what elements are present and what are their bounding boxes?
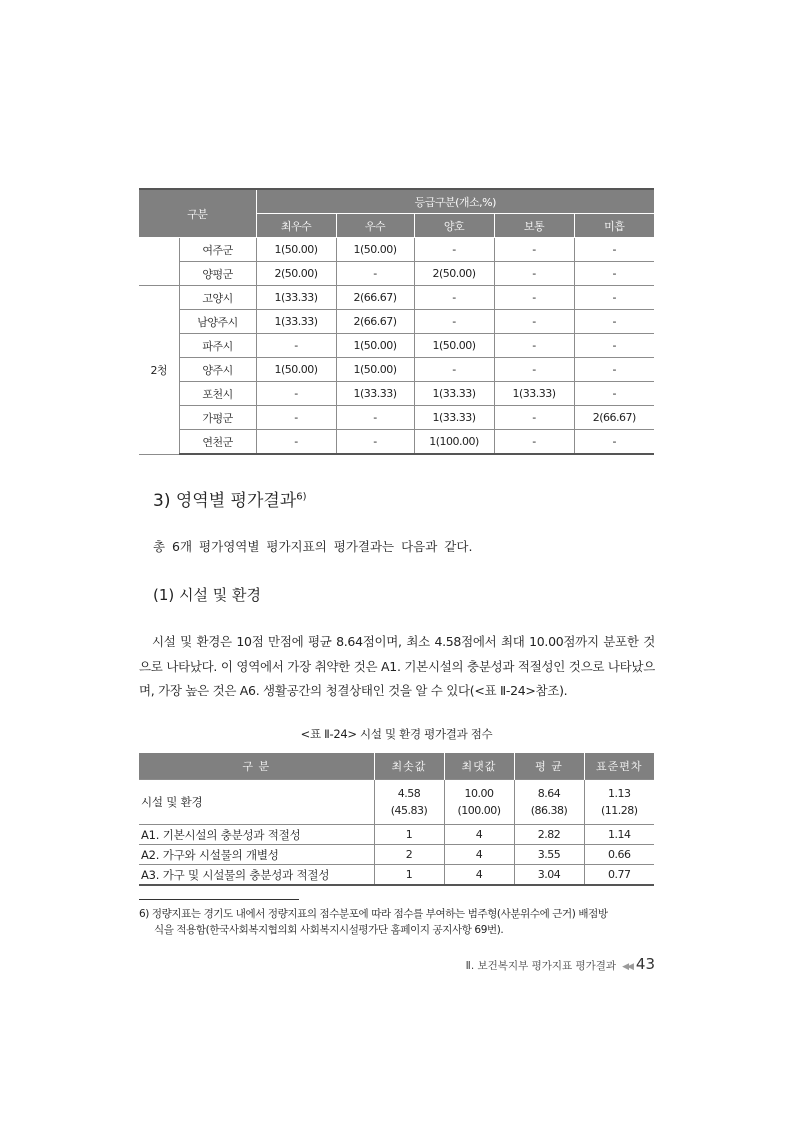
- grade-col-header: 미흡: [574, 214, 654, 238]
- indicator-label: A3. 가구 및 시설물의 충분성과 적절성: [139, 865, 374, 886]
- table-cell: -: [494, 286, 574, 310]
- header-group: 등급구분(개소,%): [256, 189, 654, 214]
- table-row: [139, 238, 654, 262]
- region-name: 양평군: [179, 262, 256, 286]
- chapter-title: Ⅱ. 보건복지부 평가지표 평가결과: [465, 960, 617, 972]
- table-cell: 1(50.00): [336, 238, 414, 262]
- table-cell: -: [336, 406, 414, 430]
- table-cell: 3.55: [514, 845, 584, 865]
- subsection-title: (1) 시설 및 환경: [153, 586, 262, 604]
- col-header-max: 최댓값: [444, 753, 514, 780]
- table-cell: 3.04: [514, 865, 584, 886]
- table-cell: 4: [444, 845, 514, 865]
- table-cell: -: [574, 334, 654, 358]
- table-cell: -: [336, 262, 414, 286]
- table-row: [139, 334, 654, 358]
- table-cell: -: [494, 310, 574, 334]
- group-label: 2청: [139, 286, 179, 455]
- col-header-min: 최솟값: [374, 753, 444, 780]
- table-cell: 2: [374, 845, 444, 865]
- col-header-sd: 표준편차: [584, 753, 654, 780]
- table-cell: -: [414, 238, 494, 262]
- table-row: [139, 825, 654, 845]
- table-cell: -: [574, 238, 654, 262]
- table-cell: 1(50.00): [336, 334, 414, 358]
- table-row: [139, 358, 654, 382]
- table-cell: 1(50.00): [336, 358, 414, 382]
- table-cell: 1: [374, 865, 444, 886]
- grade-col-header: 양호: [414, 214, 494, 238]
- region-name: 연천군: [179, 430, 256, 455]
- table-cell: -: [574, 430, 654, 455]
- table-cell: -: [574, 382, 654, 406]
- table-row: [139, 430, 654, 455]
- table-cell: 1(33.33): [256, 286, 336, 310]
- group-label: [139, 238, 179, 286]
- table-cell: -: [574, 286, 654, 310]
- col-header-mean: 평 균: [514, 753, 584, 780]
- region-name: 고양시: [179, 286, 256, 310]
- table-cell: -: [414, 358, 494, 382]
- table-row: [139, 865, 654, 886]
- table-cell: -: [574, 358, 654, 382]
- table-cell: -: [494, 262, 574, 286]
- table-cell: 2(66.67): [574, 406, 654, 430]
- table-cell: -: [494, 406, 574, 430]
- region-name: 포천시: [179, 382, 256, 406]
- grade-distribution-table: [139, 188, 654, 455]
- table-row: [139, 406, 654, 430]
- table-cell: -: [494, 358, 574, 382]
- double-arrow-left-icon: ◀◀: [622, 962, 632, 972]
- table-cell: 1(33.33): [414, 406, 494, 430]
- summary-max: 10.00 (100.00): [444, 780, 514, 825]
- header-row-label: 구분: [139, 189, 256, 238]
- table-cell: 0.77: [584, 865, 654, 886]
- region-name: 여주군: [179, 238, 256, 262]
- table-cell: 1(33.33): [336, 382, 414, 406]
- table-cell: 0.66: [584, 845, 654, 865]
- table-cell: -: [574, 310, 654, 334]
- footnote-line-1: 6) 정량지표는 경기도 내에서 정량지표의 점수분포에 따라 점수를 부여하는 범주형(사분위수에 근거) 배점방: [139, 908, 608, 920]
- table-cell: 1(33.33): [414, 382, 494, 406]
- section-title: [153, 486, 306, 511]
- table-cell: 2(50.00): [414, 262, 494, 286]
- table-cell: 1(100.00): [414, 430, 494, 455]
- grade-col-header: 우수: [336, 214, 414, 238]
- table-caption: <표 Ⅱ-24> 시설 및 환경 평가결과 점수: [300, 727, 493, 741]
- table-cell: 4: [444, 825, 514, 845]
- table-cell: 1(33.33): [494, 382, 574, 406]
- table-cell: -: [256, 334, 336, 358]
- indicator-label: A2. 가구와 시설물의 개별성: [139, 845, 374, 865]
- table-cell: 1: [374, 825, 444, 845]
- table-row: [139, 262, 654, 286]
- region-name: 양주시: [179, 358, 256, 382]
- grade-col-header: 보통: [494, 214, 574, 238]
- summary-mean: 8.64 (86.38): [514, 780, 584, 825]
- table-cell: -: [414, 286, 494, 310]
- table-cell: 2(50.00): [256, 262, 336, 286]
- footnote: [139, 906, 655, 938]
- table-cell: 2(66.67): [336, 286, 414, 310]
- table-cell: -: [574, 262, 654, 286]
- region-name: 남양주시: [179, 310, 256, 334]
- table-cell: 1(50.00): [256, 358, 336, 382]
- grade-col-header: 최우수: [256, 214, 336, 238]
- region-name: 가평군: [179, 406, 256, 430]
- section-title-text: 3) 영역별 평가결과: [153, 491, 297, 511]
- summary-sd: 1.13 (11.28): [584, 780, 654, 825]
- table-row: [139, 845, 654, 865]
- table-row: [139, 286, 654, 310]
- table-cell: 2(66.67): [336, 310, 414, 334]
- table-cell: 1.14: [584, 825, 654, 845]
- running-footer: [380, 955, 655, 973]
- summary-label: 시설 및 환경: [139, 780, 374, 825]
- footnote-mark: 6): [296, 491, 307, 503]
- table-cell: 4: [444, 865, 514, 886]
- footnote-divider: [139, 899, 299, 900]
- page-number: 43: [635, 955, 655, 973]
- subsection-body: 시설 및 환경은 10점 만점에 평균 8.64점이며, 최소 4.58점에서 최대 10.00점까지 분포한 것으로 나타났다. 이 영역에서 가장 취약한 것은 A1. 기본시설의 충분성과 적절성인 것으로 나타났으며, 가장 높은 것은 A6. 생활공간의 청결상태인 것을 알 수 있다(<표 Ⅱ-24>참조).: [139, 634, 655, 698]
- table-cell: 1(33.33): [256, 310, 336, 334]
- table-cell: -: [336, 430, 414, 455]
- table-cell: -: [494, 430, 574, 455]
- footnote-line-2: 식을 적용함(한국사회복지협의회 사회복지시설평가단 홈페이지 공지사항 69번).: [154, 924, 504, 936]
- summary-row: [139, 780, 654, 825]
- indicator-label: A1. 기본시설의 충분성과 적절성: [139, 825, 374, 845]
- col-header-category: 구 분: [139, 753, 374, 780]
- table-cell: -: [414, 310, 494, 334]
- score-table: [139, 753, 654, 886]
- section-intro: 총 6개 평가영역별 평가지표의 평가결과는 다음과 같다.: [153, 539, 473, 554]
- table-cell: -: [256, 406, 336, 430]
- table-cell: -: [494, 334, 574, 358]
- summary-min: 4.58 (45.83): [374, 780, 444, 825]
- table-cell: 1(50.00): [414, 334, 494, 358]
- table-row: [139, 382, 654, 406]
- table-cell: -: [256, 382, 336, 406]
- table-cell: -: [494, 238, 574, 262]
- region-name: 파주시: [179, 334, 256, 358]
- table-cell: -: [256, 430, 336, 455]
- table-row: [139, 310, 654, 334]
- table-cell: 2.82: [514, 825, 584, 845]
- table-cell: 1(50.00): [256, 238, 336, 262]
